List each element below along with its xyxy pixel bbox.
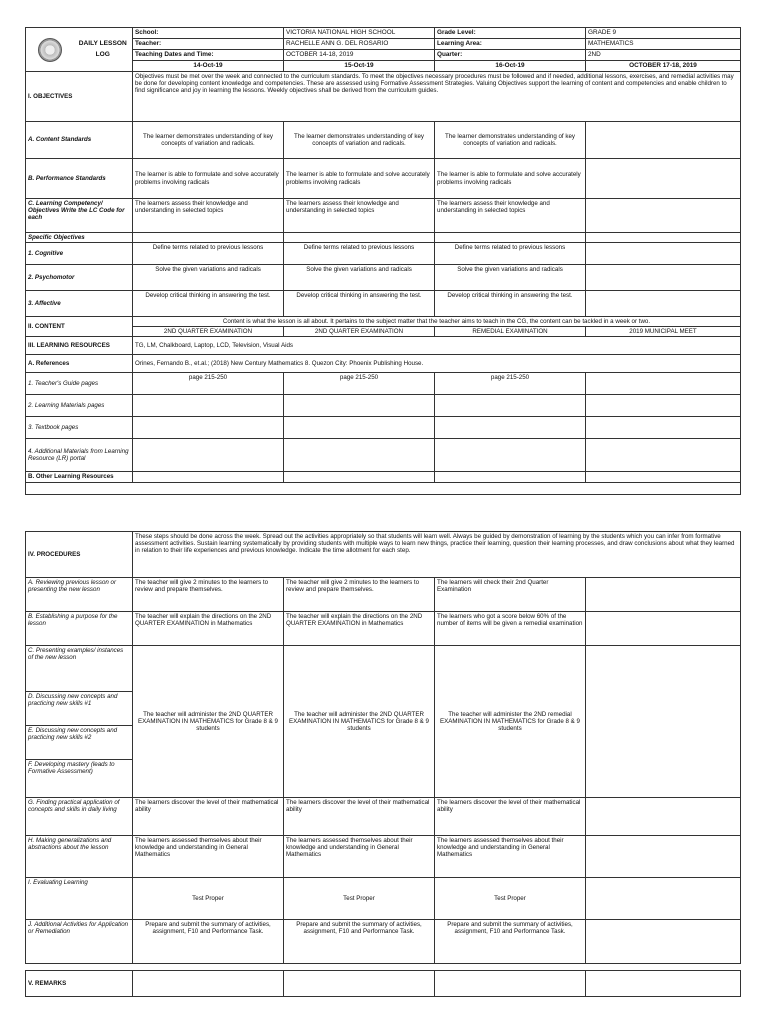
area-value: MATHEMATICS bbox=[586, 39, 741, 50]
cell bbox=[435, 439, 586, 472]
cell bbox=[586, 122, 741, 159]
cell bbox=[133, 417, 284, 439]
psychomotor-row bbox=[26, 265, 741, 291]
cell: Develop critical thinking in answering the test. bbox=[435, 291, 586, 317]
cell: REMEDIAL EXAMINATION bbox=[435, 327, 586, 337]
cell bbox=[586, 265, 741, 291]
cell: page 215-250 bbox=[133, 373, 284, 395]
row-label: J. Additional Activities for Application or Remediation bbox=[26, 920, 133, 964]
cell bbox=[586, 373, 741, 395]
cell bbox=[586, 417, 741, 439]
references-row bbox=[26, 355, 741, 373]
objectives-label: I. OBJECTIVES bbox=[26, 72, 133, 122]
learning-resources-row bbox=[26, 337, 741, 355]
content-note: Content is what the lesson is all about. It pertains to the subject matter that the teacher aims to teach in the CG, the content can be tackled in a week or two. bbox=[133, 317, 741, 327]
remarks-label: V. REMARKS bbox=[26, 971, 133, 997]
cell: Prepare and submit the summary of activities, assignment, F10 and Performance Task. bbox=[435, 920, 586, 964]
content-note-row bbox=[26, 317, 741, 327]
row-label: E. Discussing new concepts and practicing new skills #2 bbox=[26, 726, 133, 760]
cell bbox=[133, 439, 284, 472]
cell bbox=[586, 291, 741, 317]
cell bbox=[586, 798, 741, 836]
cell: The learners discover the level of their mathematical ability bbox=[284, 798, 435, 836]
cell: The learners who got a score below 60% of the number of items will be given a remedial examination bbox=[435, 612, 586, 646]
content-label: II. CONTENT bbox=[26, 317, 133, 337]
resources-value: TG, LM, Chalkboard, Laptop, LCD, Television, Visual Aids bbox=[133, 337, 741, 355]
cell: Define terms related to previous lessons bbox=[133, 243, 284, 265]
cell: Solve the given variations and radicals bbox=[284, 265, 435, 291]
other-resources-row bbox=[26, 472, 741, 482]
day-2-header: 15-Oct-19 bbox=[284, 61, 435, 72]
cell bbox=[586, 395, 741, 417]
resources-label: III. LEARNING RESOURCES bbox=[26, 337, 133, 355]
proc-i-row bbox=[26, 878, 741, 920]
cell: Define terms related to previous lessons bbox=[435, 243, 586, 265]
row-label: 1. Teacher's Guide pages bbox=[26, 373, 133, 395]
blank-row bbox=[26, 482, 741, 494]
cell: 2019 MUNICIPAL MEET bbox=[586, 327, 741, 337]
cell: The learners discover the level of their mathematical ability bbox=[133, 798, 284, 836]
row-label: Specific Objectives bbox=[26, 233, 133, 243]
performance-standards-row bbox=[26, 159, 741, 199]
cell: The learners will check their 2nd Quarter Examination bbox=[435, 578, 586, 612]
row-label: 2. Psychomotor bbox=[26, 265, 133, 291]
cell: The learner demonstrates understanding of key concepts of variation and radicals. bbox=[133, 122, 284, 159]
cell: Prepare and submit the summary of activities, assignment, F10 and Performance Task. bbox=[284, 920, 435, 964]
doc-title-line2: LOG bbox=[95, 50, 110, 58]
cell bbox=[586, 578, 741, 612]
row-label: B. Performance Standards bbox=[26, 159, 133, 199]
teacher-value: RACHELLE ANN G. DEL ROSARIO bbox=[284, 39, 435, 50]
cell: The teacher will give 2 minutes to the learners to review and prepare themselves. bbox=[284, 578, 435, 612]
proc-j-row bbox=[26, 920, 741, 964]
dll-table-remarks bbox=[25, 970, 741, 997]
row-label: A. Content Standards bbox=[26, 122, 133, 159]
dates-value: OCTOBER 14-18, 2019 bbox=[284, 50, 435, 61]
quarter-label: Quarter: bbox=[435, 50, 586, 61]
cell: The learner demonstrates understanding of key concepts of variation and radicals. bbox=[435, 122, 586, 159]
row-label: B. Other Learning Resources bbox=[26, 472, 133, 482]
dll-table-top bbox=[25, 27, 741, 495]
cell: The learners assessed themselves about their knowledge and understanding in General Mathematics bbox=[435, 836, 586, 878]
cell: The learner is able to formulate and solve accurately problems involving radicals bbox=[133, 159, 284, 199]
teachers-guide-row bbox=[26, 373, 741, 395]
row-label: G. Finding practical application of concepts and skills in daily living bbox=[26, 798, 133, 836]
teacher-label: Teacher: bbox=[133, 39, 284, 50]
quarter-value: 2ND bbox=[586, 50, 741, 61]
school-label: School: bbox=[133, 28, 284, 39]
content-standards-row bbox=[26, 122, 741, 159]
row-label: H. Making generalizations and abstractions about the lesson bbox=[26, 836, 133, 878]
cell bbox=[586, 646, 741, 798]
dll-table-procedures bbox=[25, 531, 741, 964]
cell: Solve the given variations and radicals bbox=[133, 265, 284, 291]
additional-materials-row bbox=[26, 439, 741, 472]
row-label: 4. Additional Materials from Learning Resource (LR) portal bbox=[26, 439, 133, 472]
cell bbox=[435, 472, 586, 482]
doc-title-line1: DAILY LESSON bbox=[78, 39, 127, 47]
cell: The learner is able to formulate and solve accurately problems involving radicals bbox=[435, 159, 586, 199]
row-label: 2. Learning Materials pages bbox=[26, 395, 133, 417]
cell: The learners assessed themselves about their knowledge and understanding in General Mathematics bbox=[284, 836, 435, 878]
cell: Prepare and submit the summary of activities, assignment, F10 and Performance Task. bbox=[133, 920, 284, 964]
cell bbox=[586, 159, 741, 199]
textbook-row bbox=[26, 417, 741, 439]
day-3-header: 16-Oct-19 bbox=[435, 61, 586, 72]
cell: page 215-250 bbox=[435, 373, 586, 395]
cell bbox=[133, 472, 284, 482]
cell: The learners discover the level of their mathematical ability bbox=[435, 798, 586, 836]
cell: The teacher will explain the directions on the 2ND QUARTER EXAMINATION in Mathematics bbox=[284, 612, 435, 646]
cell bbox=[586, 439, 741, 472]
cell bbox=[435, 233, 586, 243]
cell: Develop critical thinking in answering the test. bbox=[284, 291, 435, 317]
cell bbox=[133, 233, 284, 243]
title-cell bbox=[74, 28, 133, 72]
day-4-header: OCTOBER 17-18, 2019 bbox=[586, 61, 741, 72]
cell bbox=[586, 612, 741, 646]
proc-a-row bbox=[26, 578, 741, 612]
cell bbox=[284, 395, 435, 417]
cell: The teacher will give 2 minutes to the learners to review and prepare themselves. bbox=[133, 578, 284, 612]
learning-materials-row bbox=[26, 395, 741, 417]
cell: The learners assess their knowledge and understanding in selected topics bbox=[284, 199, 435, 233]
deped-seal-logo bbox=[38, 38, 62, 62]
procedures-label: IV. PROCEDURES bbox=[26, 532, 133, 578]
cell bbox=[284, 971, 435, 997]
proc-h-row bbox=[26, 836, 741, 878]
cell bbox=[133, 395, 284, 417]
cell: The learners assess their knowledge and understanding in selected topics bbox=[435, 199, 586, 233]
cell: The learners assess their knowledge and understanding in selected topics bbox=[133, 199, 284, 233]
row-label: C. Learning Competency/ Objectives Write the LC Code for each bbox=[26, 199, 133, 233]
grade-value: GRADE 9 bbox=[586, 28, 741, 39]
cell bbox=[284, 472, 435, 482]
proc-g-row bbox=[26, 798, 741, 836]
cell: Test Proper bbox=[133, 878, 284, 920]
row-label: C. Presenting examples/ instances of the new lesson bbox=[26, 646, 133, 692]
procedures-row bbox=[26, 532, 741, 578]
cell bbox=[26, 482, 741, 494]
cell: Solve the given variations and radicals bbox=[435, 265, 586, 291]
cell bbox=[435, 417, 586, 439]
procedures-note: These steps should be done across the week. Spread out the activities appropriately so that students will learn well. Always be guided by demonstration of learning by the students which you can infer from formative assessment activities. Sustain learning systematically by providing students with multiple ways to learn new things, practice their learning, question their learning processes, and draw conclusions about what they learned in relation to their life experiences and previous knowledge. Indicate the time allotment for each step. bbox=[133, 532, 741, 578]
cell bbox=[586, 233, 741, 243]
cell: The learners assessed themselves about their knowledge and understanding in General Mathematics bbox=[133, 836, 284, 878]
grade-label: Grade Level: bbox=[435, 28, 586, 39]
row-label: D. Discussing new concepts and practicing new skills #1 bbox=[26, 692, 133, 726]
cell: Develop critical thinking in answering the test. bbox=[133, 291, 284, 317]
content-row bbox=[26, 327, 741, 337]
row-label: F. Developing mastery (leads to Formative Assessment) bbox=[26, 760, 133, 798]
competency-row bbox=[26, 199, 741, 233]
cell bbox=[586, 199, 741, 233]
cell bbox=[586, 836, 741, 878]
cell bbox=[586, 971, 741, 997]
cell bbox=[284, 417, 435, 439]
affective-row bbox=[26, 291, 741, 317]
row-label: A. Reviewing previous lesson or presenting the new lesson bbox=[26, 578, 133, 612]
cell bbox=[586, 472, 741, 482]
row-label: 1. Cognitive bbox=[26, 243, 133, 265]
specific-objectives-row bbox=[26, 233, 741, 243]
references-value: Orines, Fernando B., et.al.; (2018) New Century Mathematics 8. Quezon City: Phoenix Publishing House. bbox=[133, 355, 741, 373]
proc-c-row bbox=[26, 646, 741, 692]
proc-b-row bbox=[26, 612, 741, 646]
cell: Define terms related to previous lessons bbox=[284, 243, 435, 265]
area-label: Learning Area: bbox=[435, 39, 586, 50]
cell: The teacher will explain the directions on the 2ND QUARTER EXAMINATION in Mathematics bbox=[133, 612, 284, 646]
cell bbox=[586, 920, 741, 964]
cell: Test Proper bbox=[284, 878, 435, 920]
cell bbox=[435, 395, 586, 417]
logo-cell bbox=[26, 28, 74, 72]
cell: The learner demonstrates understanding of key concepts of variation and radicals. bbox=[284, 122, 435, 159]
cell: 2ND QUARTER EXAMINATION bbox=[284, 327, 435, 337]
cell: The learner is able to formulate and solve accurately problems involving radicals bbox=[284, 159, 435, 199]
remarks-row bbox=[26, 971, 741, 997]
cell bbox=[586, 243, 741, 265]
cell: 2ND QUARTER EXAMINATION bbox=[133, 327, 284, 337]
row-label: 3. Affective bbox=[26, 291, 133, 317]
objectives-text: Objectives must be met over the week and connected to the curriculum standards. To meet the objectives necessary procedures must be followed and if needed, additional lessons, exercises, and remedial activities may be done for developing content knowledge and competencies. These are assessed using Formative Assessment Strategies. Valuing Objectives support the learning of content and competencies and enable children to find significance and joy in learning the lessons. Weekly objectives shall be derived from the curriculum guides. bbox=[133, 72, 741, 122]
cell: The teacher will administer the 2ND remedial EXAMINATION IN MATHEMATICS for Grade 8 & 9 students bbox=[435, 646, 586, 798]
cell bbox=[284, 439, 435, 472]
references-label: A. References bbox=[26, 355, 133, 373]
cell bbox=[133, 971, 284, 997]
cell bbox=[284, 233, 435, 243]
row-label: I. Evaluating Learning bbox=[26, 878, 133, 920]
cell: The teacher will administer the 2ND QUARTER EXAMINATION IN MATHEMATICS for Grade 8 & 9 students bbox=[133, 646, 284, 798]
cell: The teacher will administer the 2ND QUARTER EXAMINATION IN MATHEMATICS for Grade 8 & 9 students bbox=[284, 646, 435, 798]
cell: page 215-250 bbox=[284, 373, 435, 395]
row-label: B. Establishing a purpose for the lesson bbox=[26, 612, 133, 646]
day-1-header: 14-Oct-19 bbox=[133, 61, 284, 72]
dates-label: Teaching Dates and Time: bbox=[133, 50, 284, 61]
cell: Test Proper bbox=[435, 878, 586, 920]
cell bbox=[435, 971, 586, 997]
cognitive-row bbox=[26, 243, 741, 265]
cell bbox=[586, 878, 741, 920]
row-label: 3. Textbook pages bbox=[26, 417, 133, 439]
school-value: VICTORIA NATIONAL HIGH SCHOOL bbox=[284, 28, 435, 39]
